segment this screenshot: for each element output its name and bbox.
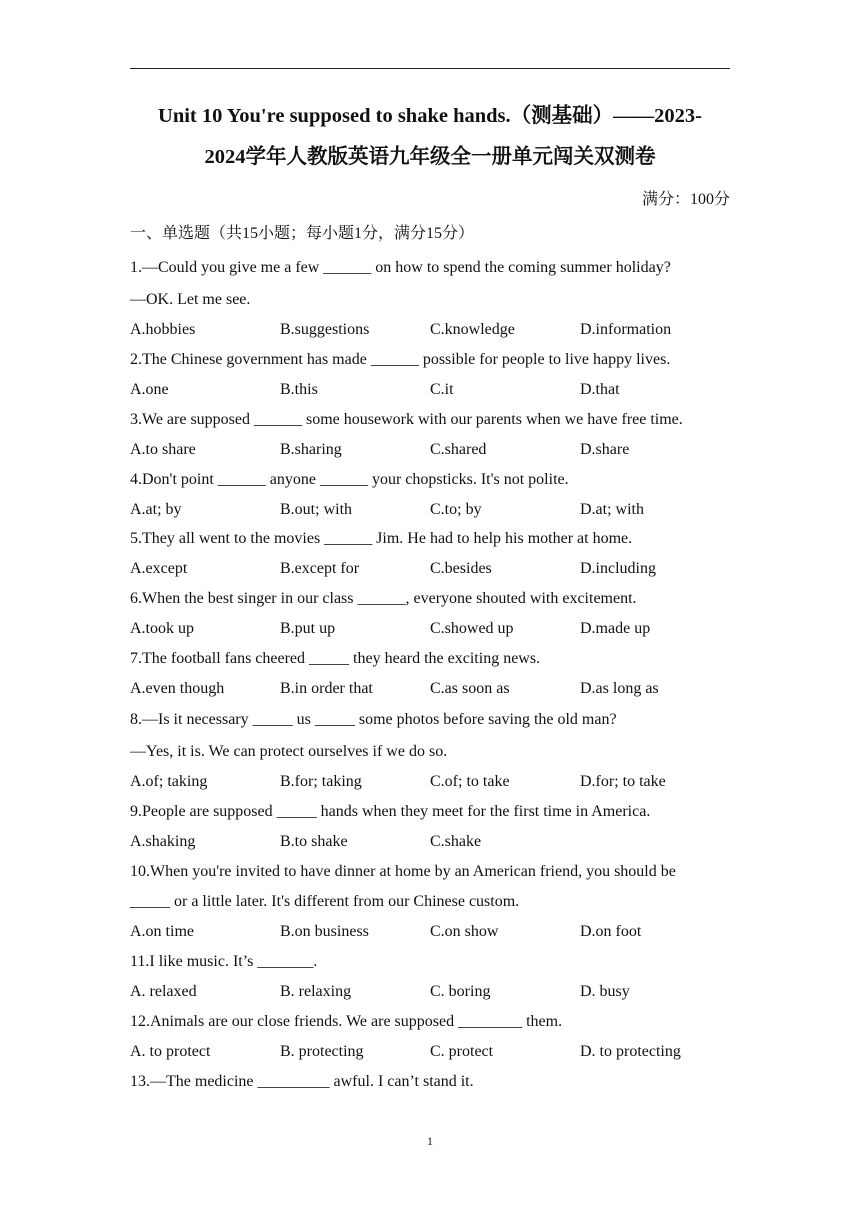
option-c: C.on show [430,923,499,940]
option-d: D. to protecting [580,1043,681,1060]
option-c: C.to; by [430,501,482,518]
section-heading: 一、单选题（共15小题；每小题1分，满分15分） [130,225,475,242]
option-b: B.to shake [280,833,348,850]
option-c: C.shake [430,833,482,850]
option-a: A. to protect [130,1043,211,1060]
option-d: D.including [580,560,656,577]
question-6-stem: 6.When the best singer in our class ______, everyone shouted with excitement. [130,590,637,607]
question-13-stem: 13.—The medicine _________ awful. I can’t stand it. [130,1073,474,1090]
question-8-stem: 8.—Is it necessary _____ us _____ some photos before saving the old man? [130,711,617,728]
option-d: D.at; with [580,501,644,518]
question-9-stem: 9.People are supposed _____ hands when they meet for the first time in America. [130,803,651,820]
option-b: B.sharing [280,441,342,458]
option-a: A.at; by [130,501,182,518]
question-1-stem: 1.—Could you give me a few ______ on how to spend the coming summer holiday? [130,259,671,276]
option-d: D.for; to take [580,773,666,790]
option-d: D.information [580,321,672,338]
question-8-reply: —Yes, it is. We can protect ourselves if we do so. [130,743,448,760]
option-c: C. boring [430,983,491,1000]
option-d: D.that [580,381,620,398]
option-a: A.to share [130,441,196,458]
option-b: B. relaxing [280,983,352,1000]
question-12-stem: 12.Animals are our close friends. We are supposed ________ them. [130,1013,563,1030]
question-2-stem: 2.The Chinese government has made ______ possible for people to live happy lives. [130,351,671,368]
question-7-stem: 7.The football fans cheered _____ they heard the exciting news. [130,650,541,667]
option-c: C.showed up [430,620,514,637]
option-c: C.as soon as [430,680,510,697]
title-line-2: 2024学年人教版英语九年级全一册单元闯关双测卷 [204,146,656,168]
option-c: C.it [430,381,454,398]
option-a: A.even though [130,680,225,697]
option-a: A.hobbies [130,321,196,338]
option-d: D.on foot [580,923,642,940]
option-c: C.shared [430,441,487,458]
option-a: A.shaking [130,833,196,850]
option-a: A.on time [130,923,194,940]
question-4-stem: 4.Don't point ______ anyone ______ your chopsticks. It's not polite. [130,471,569,488]
option-b: B.put up [280,620,336,637]
total-score: 满分：100分 [641,191,730,208]
option-d: D.share [580,441,630,458]
question-3-stem: 3.We are supposed ______ some housework with our parents when we have free time. [130,411,683,428]
option-d: D.made up [580,620,651,637]
option-d: D. busy [580,983,630,1000]
option-a: A.of; taking [130,773,208,790]
option-a: A.except [130,560,188,577]
option-c: C.knowledge [430,321,515,338]
option-b: B. protecting [280,1043,364,1060]
question-1-reply: —OK. Let me see. [130,291,251,308]
option-c: C.of; to take [430,773,510,790]
option-b: B.suggestions [280,321,370,338]
document-title [100,96,760,178]
option-c: C.besides [430,560,492,577]
question-5-stem: 5.They all went to the movies ______ Jim. He had to help his mother at home. [130,530,633,547]
question-11-stem: 11.I like music. It’s _______. [130,953,318,970]
option-a: A.took up [130,620,194,637]
option-a: A. relaxed [130,983,197,1000]
option-b: B.except for [280,560,360,577]
header-rule [130,68,730,69]
option-c: C. protect [430,1043,494,1060]
question-10-stem: 10.When you're invited to have dinner at home by an American friend, you should be [130,863,676,880]
title-line-1: Unit 10 You're supposed to shake hands.（测基础）——2023- [158,105,702,127]
option-a: A.one [130,381,169,398]
page-number: 1 [427,1134,433,1148]
option-b: B.out; with [280,501,353,518]
option-b: B.this [280,381,318,398]
option-d: D.as long as [580,680,659,697]
question-10-stem-continued: _____ or a little later. It's different from our Chinese custom. [130,893,520,910]
option-b: B.for; taking [280,773,362,790]
option-b: B.on business [280,923,369,940]
option-b: B.in order that [280,680,373,697]
